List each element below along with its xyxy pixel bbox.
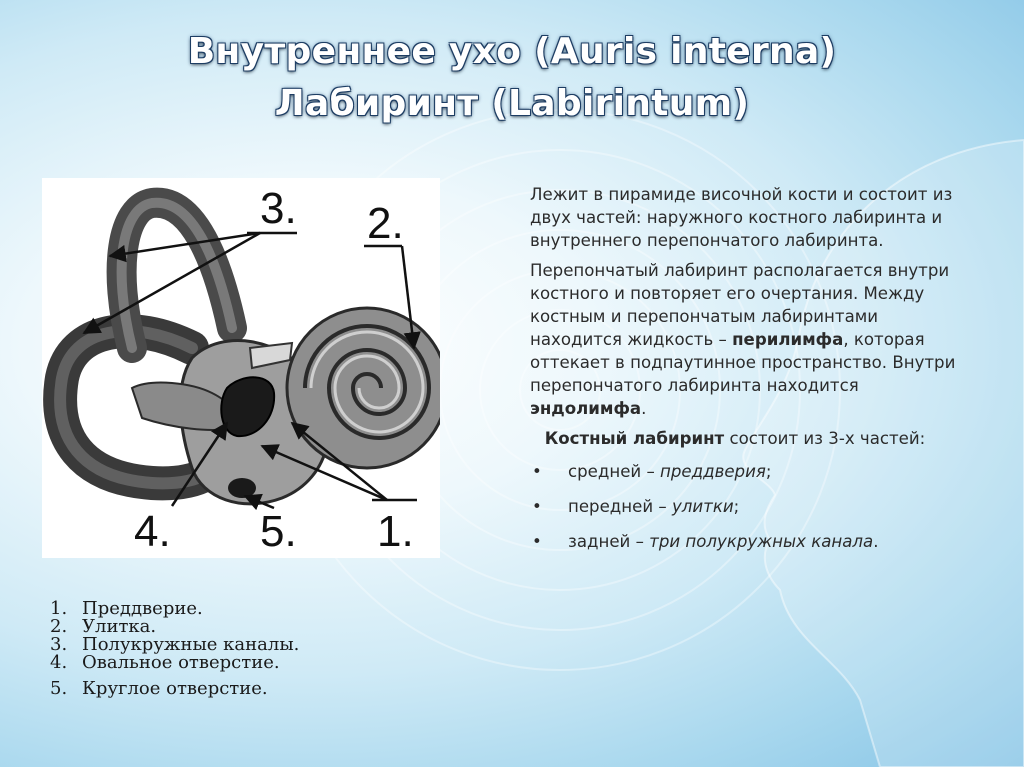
paragraph-bony-labyrinth: Костный лабиринт состоит из 3-х частей: [544,429,926,448]
list-item: • средней – преддверия; [532,462,772,481]
paragraph-location: Лежит в пирамиде височной кости и состоит из двух частей: наружного костного лабиринта и внутреннего перепончатого лабиринта. [530,185,953,250]
label-5: 5. [260,507,297,556]
list-item: • передней – улитки; [532,497,740,516]
paragraph-membranous: Перепончатый лабиринт располагается внутри костного и повторяет его очертания. Между костным и перепончатым лабиринтами находится жидкость – перилимфа, которая оттекает в подпаутинное пространство. Внутри перепончатого лабиринта находится эндолимфа. [530,261,956,418]
inner-ear-labyrinth-drawing [42,178,440,558]
title-line-1: Внутреннее ухо (Auris interna) [187,31,837,72]
legend-item: 3. Полукружные каналы. [50,634,300,655]
title-line-2: Лабиринт (Labirintum) [274,83,750,124]
legend-item: 4. Овальное отверстие. [50,652,280,673]
label-2: 2. [367,199,404,248]
inner-ear-figure [42,178,440,558]
round-window [228,478,256,498]
label-1: 1. [377,507,414,556]
description-text [530,183,975,565]
legend-item: 5. Круглое отверстие. [50,678,268,699]
cochlea [287,308,440,468]
list-item: • задней – три полукружных канала. [532,532,879,551]
legend-item: 1. Преддверие. [50,598,203,619]
figure-legend [50,600,299,698]
label-4: 4. [134,507,171,556]
label-3: 3. [260,184,297,233]
legend-item: 2. Улитка. [50,616,157,637]
bony-labyrinth-parts [530,460,975,554]
slide-title [0,26,1024,130]
